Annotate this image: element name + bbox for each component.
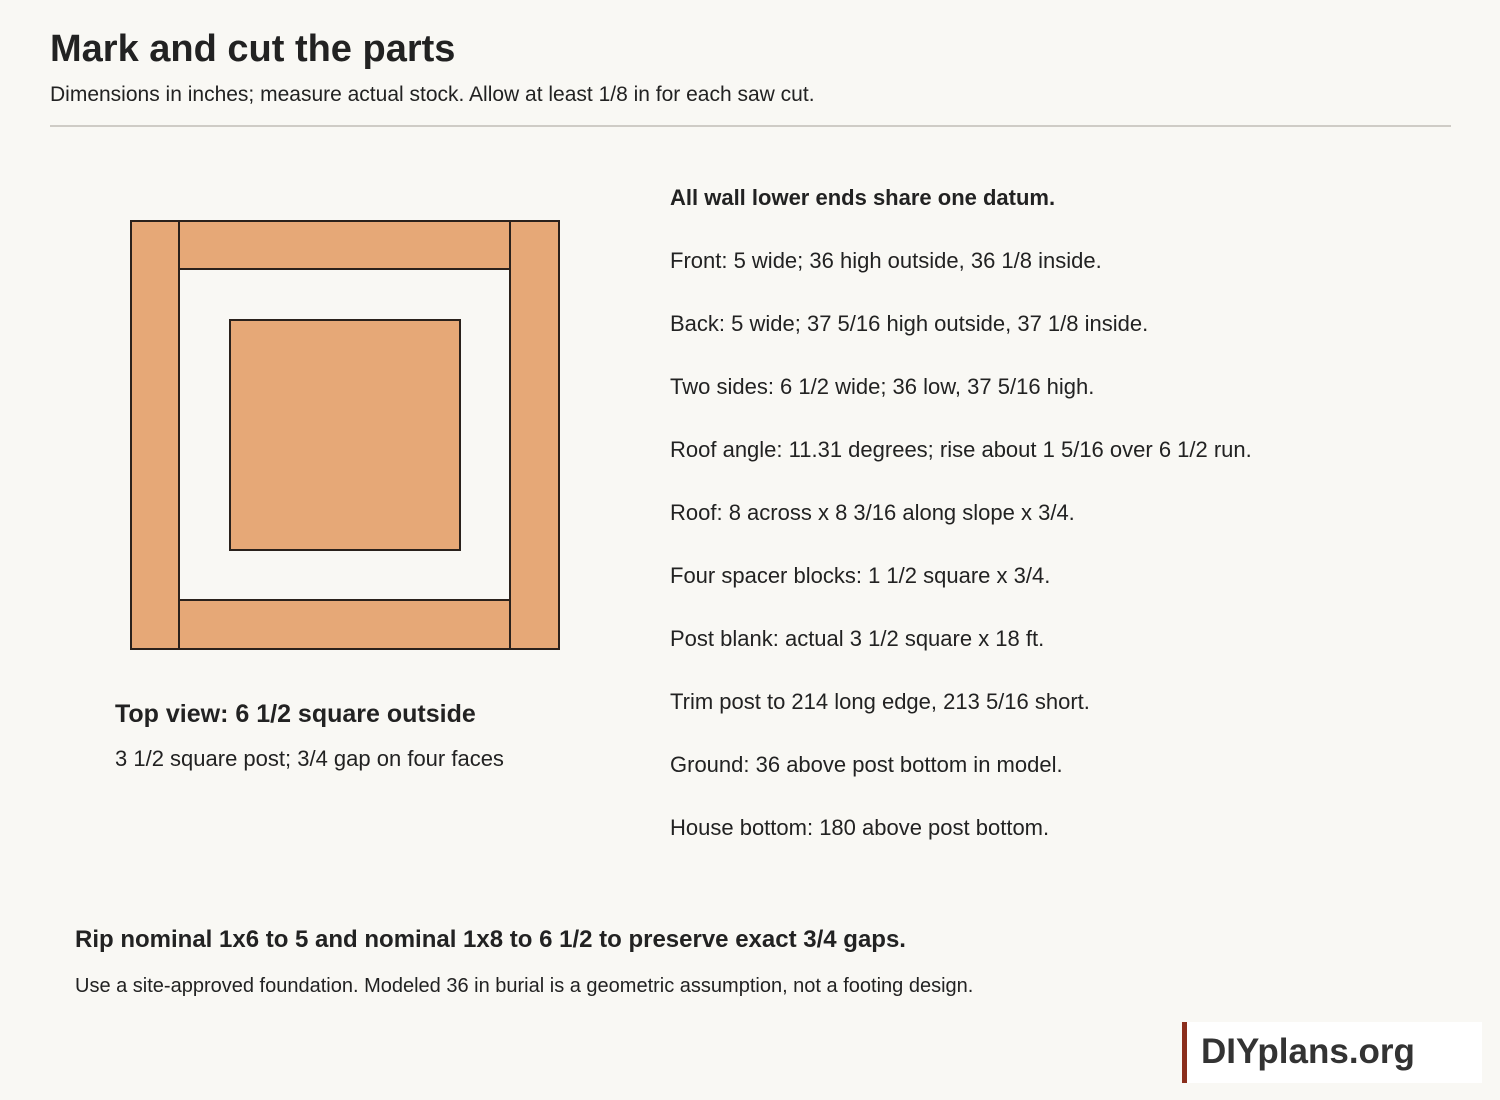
note-sides: Two sides: 6 1/2 wide; 36 low, 37 5/16 high. [670,374,1095,399]
note-front: Front: 5 wide; 36 high outside, 36 1/8 inside. [670,248,1102,273]
right-side-board [510,221,559,649]
rip-instruction: Rip nominal 1x6 to 5 and nominal 1x8 to 6 1/2 to preserve exact 3/4 gaps. [75,926,906,953]
foundation-disclaimer: Use a site-approved foundation. Modeled 36 in burial is a geometric assumption, not a footing design. [75,975,974,997]
note-back: Back: 5 wide; 37 5/16 high outside, 37 1/8 inside. [670,311,1149,336]
front-board [179,600,510,649]
post-square [230,320,460,550]
top-view-caption-title: Top view: 6 1/2 square outside [115,700,476,728]
brand-logo-text: DIYplans.org [1201,1032,1415,1071]
note-house-bottom: House bottom: 180 above post bottom. [670,815,1050,840]
note-datum: All wall lower ends share one datum. [670,185,1056,210]
note-spacer-blocks: Four spacer blocks: 1 1/2 square x 3/4. [670,563,1051,588]
brand-badge [1182,1022,1482,1083]
note-post-blank: Post blank: actual 3 1/2 square x 18 ft. [670,626,1045,651]
page-title: Mark and cut the parts [50,28,456,70]
note-roof-angle: Roof angle: 11.31 degrees; rise about 1 5/16 over 6 1/2 run. [670,437,1252,462]
top-view-diagram [0,0,700,700]
page-subtitle: Dimensions in inches; measure actual stock. Allow at least 1/8 in for each saw cut. [50,83,815,106]
left-side-board [131,221,179,649]
top-view-caption-subtitle: 3 1/2 square post; 3/4 gap on four faces [115,746,504,771]
note-ground: Ground: 36 above post bottom in model. [670,752,1063,777]
note-trim-post: Trim post to 214 long edge, 213 5/16 short. [670,689,1090,714]
note-roof: Roof: 8 across x 8 3/16 along slope x 3/4. [670,500,1075,525]
back-board [179,221,510,269]
